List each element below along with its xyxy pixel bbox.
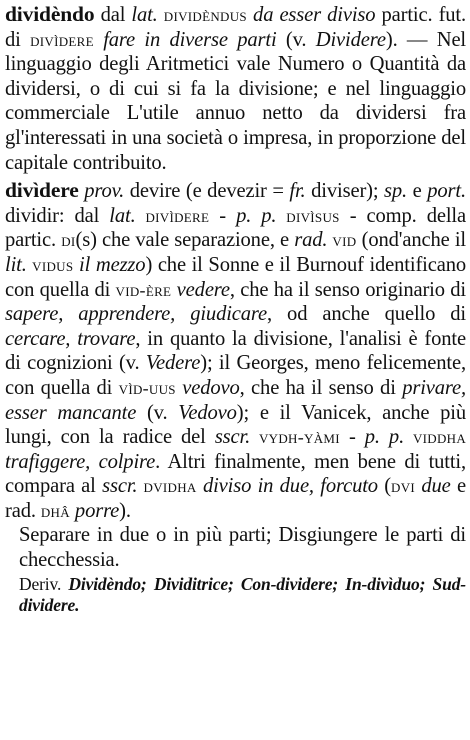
- derivatives-list: Dividèndo; Dividitrice; Con-dividere; In-divìduo; Sud-dividere.: [19, 573, 466, 615]
- cross-reference: Vedere: [145, 352, 201, 375]
- entry-dividere: divìdere prov. devire (e devezir = fr. diviser); sp. e port. dividir: dal lat. divìdere - p. p. divìsus - comp. della partic. di(s) che vale separazione, e rad. vid (ond'anche il lit. vidus il mezzo) che il Sonne e il Burnouf identificano con quella di vid-ère vedere, che ha il senso originario di sapere, apprendere, giudicare, od anche quello di cercare, trovare, in quanto la divisione, l'analisi è fonte di cognizioni (v. Vedere); il Georges, meno felicemente, con quella di vìd-uus vedovo, che ha il senso di privare, esser mancante (v. Vedovo); e il Vanicek, anche più lungi, con la radice del sscr. vydh-yàmi - p. p. viddha trafiggere, colpire. Altri finalmente, men bene di tutti, compara al sscr. dvidha diviso in due, forcuto (dvi due e rad. dhâ porre).: [5, 178, 467, 522]
- cross-reference: Dividere: [315, 28, 386, 51]
- derivatives-label: Deriv.: [19, 573, 69, 594]
- derivatives: [19, 574, 466, 616]
- entry-dividendo: dividèndo dal lat. dividèndus da esser diviso partic. fut. di divìdere fare in diverse parti (v. Dividere). — Nel linguaggio degli Aritmetici vale Numero o Quantità da dividersi, o di cui si fa la divisione; e nel linguaggio commerciale L'utile annuo netto da dividersi fra gl'interessati in una società o impresa, in proporzione del capitale contribuito.: [5, 2, 467, 174]
- cross-reference: Vedovo: [178, 401, 237, 424]
- headword-dividendo: dividèndo: [5, 2, 95, 26]
- headword-dividere: divìdere: [5, 178, 79, 203]
- definition: Separare in due o in più parti; Disgiungere le parti di checchessia.: [19, 524, 466, 572]
